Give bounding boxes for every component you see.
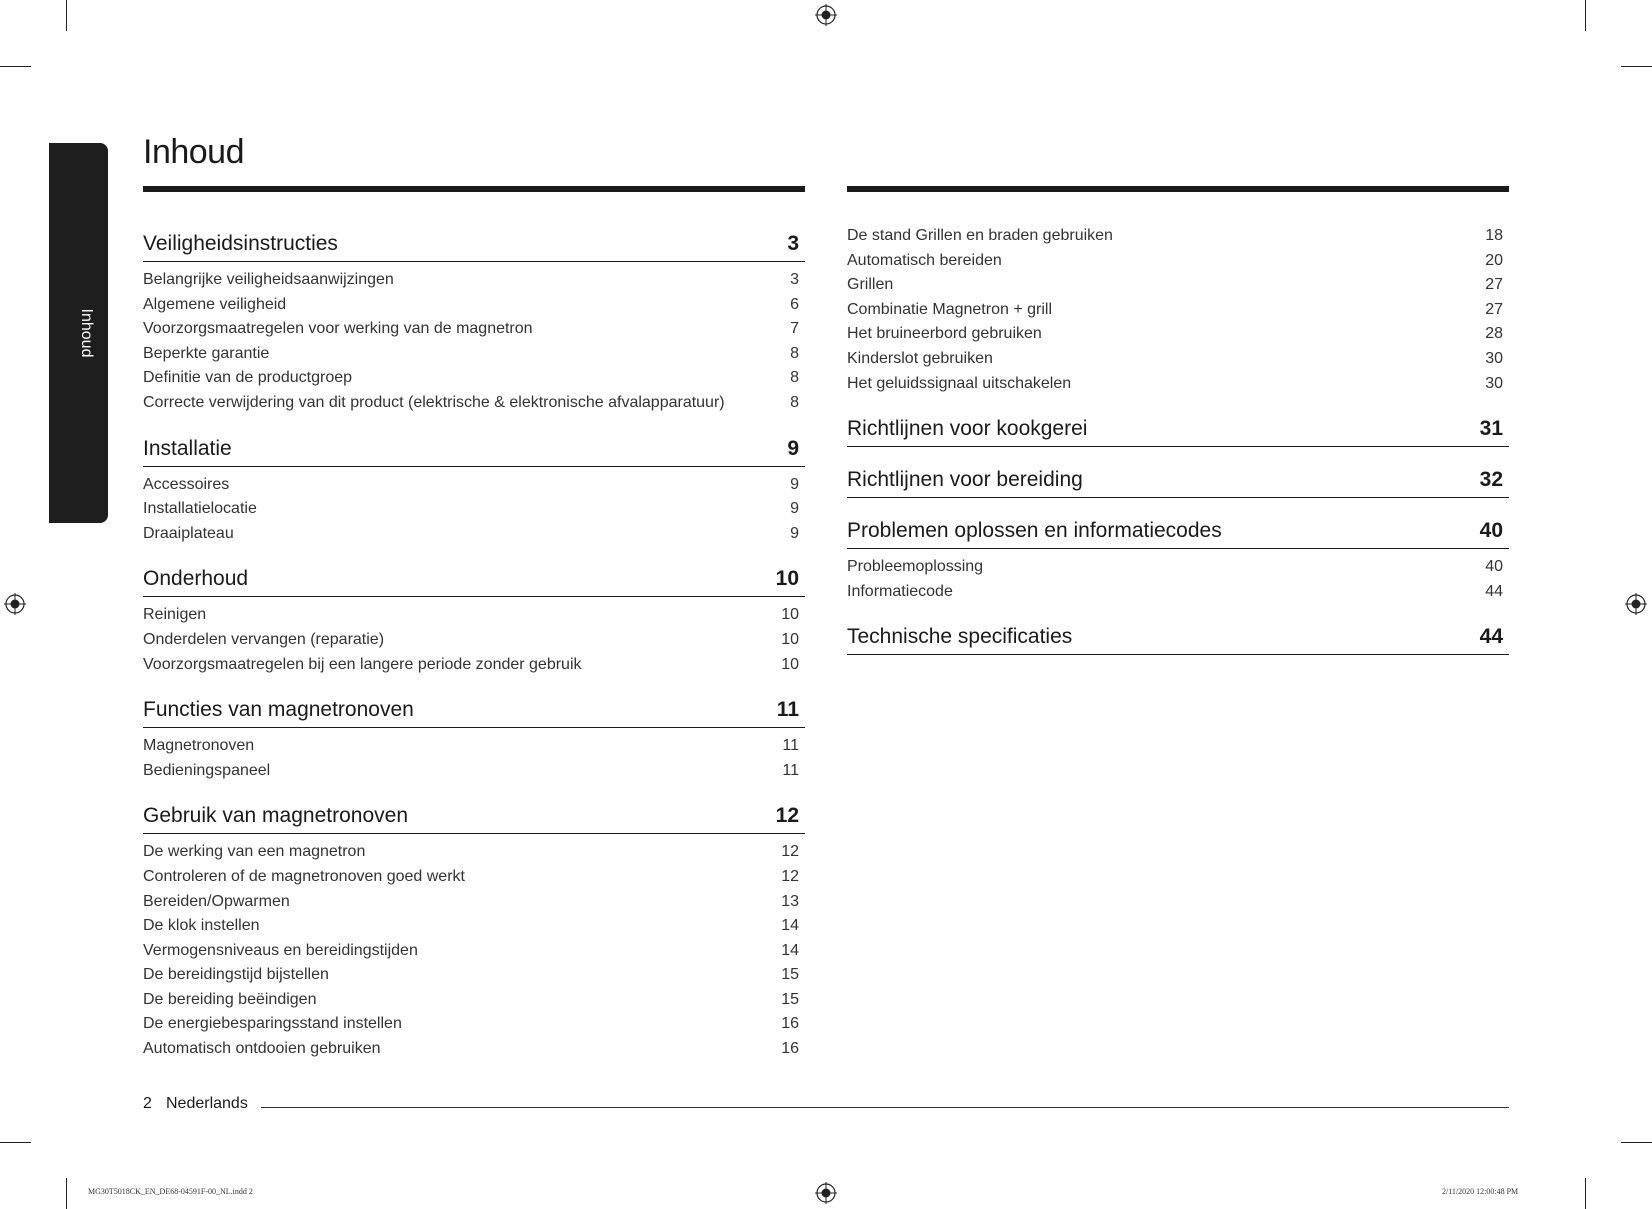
toc-entry[interactable] bbox=[847, 224, 1509, 249]
toc-section-title: Functies van magnetronoven bbox=[143, 698, 414, 722]
toc-entry-page: 6 bbox=[790, 295, 799, 313]
toc-list bbox=[847, 412, 1509, 655]
toc-entry-label: Controleren of de magnetronoven goed werkt bbox=[143, 867, 465, 885]
toc-section-page: 12 bbox=[775, 804, 799, 828]
toc-section-heading[interactable] bbox=[143, 227, 805, 262]
toc-entry-page: 44 bbox=[1485, 582, 1503, 600]
toc-entry-label: Correcte verwijdering van dit product (elektrische & elektronische afvalapparatuur) bbox=[143, 393, 725, 411]
toc-entry-page: 12 bbox=[781, 843, 799, 861]
toc-entry[interactable] bbox=[143, 914, 805, 939]
crop-mark bbox=[66, 1178, 67, 1209]
toc-section bbox=[847, 463, 1509, 498]
toc-entry-label: Automatisch bereiden bbox=[847, 251, 1002, 269]
crop-mark bbox=[1621, 1142, 1652, 1143]
toc-entry-label: Belangrijke veiligheidsaanwijzingen bbox=[143, 271, 394, 288]
toc-section-page: 31 bbox=[1479, 417, 1503, 441]
toc-entry-page: 11 bbox=[782, 737, 799, 755]
crop-mark bbox=[0, 66, 31, 67]
crop-mark bbox=[66, 0, 67, 31]
toc-entry-label: De werking van een magnetron bbox=[143, 843, 366, 861]
toc-entry-label: Grillen bbox=[847, 276, 894, 294]
crop-mark bbox=[0, 1142, 31, 1143]
toc-entry-page: 27 bbox=[1485, 300, 1503, 318]
toc-section bbox=[143, 562, 805, 677]
toc-section-title: Technische specificaties bbox=[847, 625, 1073, 649]
toc-entry-page: 10 bbox=[781, 630, 799, 648]
toc-entry[interactable] bbox=[847, 249, 1509, 274]
toc-entry-label: Bereiden/Opwarmen bbox=[143, 892, 290, 910]
toc-entry-label: De bereidingstijd bijstellen bbox=[143, 966, 329, 984]
toc-entry[interactable] bbox=[847, 322, 1509, 347]
toc-entry-page: 30 bbox=[1485, 374, 1503, 392]
toc-entry-label: Onderdelen vervangen (reparatie) bbox=[143, 630, 385, 648]
toc-entry[interactable] bbox=[143, 317, 805, 342]
toc-entry[interactable] bbox=[143, 603, 805, 628]
toc-section-heading[interactable] bbox=[143, 799, 805, 834]
toc-section-heading[interactable] bbox=[847, 620, 1509, 655]
toc-section bbox=[847, 620, 1509, 655]
toc-entry[interactable] bbox=[143, 522, 805, 547]
toc-section-heading[interactable] bbox=[847, 463, 1509, 498]
toc-section-page: 32 bbox=[1479, 468, 1503, 492]
toc-entry[interactable] bbox=[143, 342, 805, 367]
toc-entry-page: 16 bbox=[781, 1015, 799, 1033]
toc-section-page: 44 bbox=[1479, 625, 1503, 649]
toc-entry-page: 3 bbox=[790, 271, 799, 288]
toc-entry-label: Definitie van de productgroep bbox=[143, 369, 353, 387]
toc-entry-page: 10 bbox=[781, 606, 799, 624]
toc-entry-page: 14 bbox=[781, 941, 799, 959]
toc-right-column bbox=[847, 224, 1509, 671]
registration-mark-icon bbox=[1625, 593, 1647, 615]
toc-entry[interactable] bbox=[847, 298, 1509, 323]
slug-file: MG30T5018CK_EN_DE68-04591F-00_NL.indd 2 bbox=[88, 1187, 253, 1196]
crop-mark bbox=[1585, 1178, 1586, 1209]
toc-entry-label: De klok instellen bbox=[143, 917, 260, 935]
toc-entry[interactable] bbox=[847, 580, 1509, 605]
side-tab-label: Inhoud bbox=[78, 308, 95, 358]
toc-list bbox=[143, 227, 805, 1062]
toc-entry[interactable] bbox=[143, 988, 805, 1013]
toc-section-heading[interactable] bbox=[847, 514, 1509, 549]
toc-entry[interactable] bbox=[847, 555, 1509, 580]
page-title: Inhoud bbox=[143, 133, 244, 171]
toc-section-heading[interactable] bbox=[847, 412, 1509, 447]
toc-entry-page: 13 bbox=[781, 892, 799, 910]
crop-mark bbox=[1621, 66, 1652, 67]
toc-entry-label: Algemene veiligheid bbox=[143, 295, 287, 313]
toc-entry-page: 28 bbox=[1485, 325, 1503, 343]
toc-section-title: Veiligheidsinstructies bbox=[143, 232, 338, 255]
toc-left-column bbox=[143, 227, 805, 1078]
toc-section-title: Problemen oplossen en informatiecodes bbox=[847, 519, 1222, 543]
toc-entry[interactable] bbox=[847, 372, 1509, 397]
toc-entry-label: Accessoires bbox=[143, 475, 230, 493]
page-number: 2 bbox=[143, 1095, 152, 1112]
toc-entry-page: 14 bbox=[781, 917, 799, 935]
toc-entry[interactable] bbox=[143, 497, 805, 522]
toc-entry-page: 8 bbox=[790, 393, 799, 411]
toc-entry-page: 27 bbox=[1485, 276, 1503, 294]
toc-section-heading[interactable] bbox=[143, 562, 805, 597]
registration-mark-icon bbox=[815, 4, 837, 26]
slug-date: 2/11/2020 12:00:48 PM bbox=[1442, 1187, 1519, 1196]
toc-section-page: 3 bbox=[787, 232, 799, 255]
toc-entry-label: Beperkte garantie bbox=[143, 344, 270, 362]
toc-entry-page: 15 bbox=[781, 966, 799, 984]
toc-entry-page: 9 bbox=[790, 500, 799, 518]
toc-entry-page: 18 bbox=[1485, 227, 1503, 244]
toc-entry-page: 11 bbox=[782, 761, 799, 779]
toc-entry[interactable] bbox=[143, 1012, 805, 1037]
toc-section-title: Installatie bbox=[143, 436, 232, 460]
toc-section bbox=[143, 227, 805, 416]
toc-section bbox=[143, 693, 805, 783]
toc-entry[interactable] bbox=[143, 890, 805, 915]
toc-entry[interactable] bbox=[143, 366, 805, 391]
footer-language: Nederlands bbox=[166, 1095, 248, 1112]
toc-entry-label: Het bruineerbord gebruiken bbox=[847, 325, 1042, 343]
toc-section-heading[interactable] bbox=[143, 432, 805, 467]
registration-mark-icon bbox=[815, 1182, 837, 1204]
toc-entry[interactable] bbox=[143, 293, 805, 318]
toc-section-page: 40 bbox=[1479, 519, 1503, 543]
crop-mark bbox=[1585, 0, 1586, 31]
toc-entry[interactable] bbox=[143, 963, 805, 988]
toc-entry-page: 40 bbox=[1485, 558, 1503, 576]
toc-entry-label: Reinigen bbox=[143, 606, 207, 624]
toc-entry-page: 12 bbox=[781, 867, 799, 885]
registration-mark-icon bbox=[4, 593, 26, 615]
toc-entry-label: Probleemoplossing bbox=[847, 558, 984, 576]
toc-entry-label: Combinatie Magnetron + grill bbox=[847, 300, 1052, 318]
toc-entry-label: Automatisch ontdooien gebruiken bbox=[143, 1040, 381, 1058]
title-rule bbox=[143, 186, 805, 192]
toc-entry[interactable] bbox=[143, 840, 805, 865]
toc-continued-items bbox=[847, 224, 1509, 396]
toc-entry-page: 7 bbox=[790, 320, 799, 338]
toc-entry-label: Informatiecode bbox=[847, 582, 953, 600]
toc-section bbox=[143, 432, 805, 547]
toc-entry-label: Installatielocatie bbox=[143, 500, 257, 518]
toc-entry-page: 9 bbox=[790, 475, 799, 493]
toc-section-heading[interactable] bbox=[143, 693, 805, 728]
toc-entry[interactable] bbox=[143, 473, 805, 498]
toc-section-title: Onderhoud bbox=[143, 567, 249, 591]
title-rule bbox=[847, 186, 1509, 192]
toc-entry-label: Draaiplateau bbox=[143, 524, 234, 542]
toc-entry-page: 8 bbox=[790, 344, 799, 362]
toc-entry-label: Bedieningspaneel bbox=[143, 761, 271, 779]
toc-entry-page: 8 bbox=[790, 369, 799, 387]
toc-entry-page: 15 bbox=[781, 990, 799, 1008]
toc-entry-label: Voorzorgsmaatregelen voor werking van de magnetron bbox=[143, 320, 533, 338]
toc-entry-label: De energiebesparingsstand instellen bbox=[143, 1015, 402, 1033]
toc-entry[interactable] bbox=[847, 273, 1509, 298]
toc-entry-label: De stand Grillen en braden gebruiken bbox=[847, 227, 1113, 244]
toc-entry[interactable] bbox=[143, 391, 805, 416]
toc-section-title: Richtlijnen voor bereiding bbox=[847, 468, 1083, 492]
toc-entry[interactable] bbox=[847, 347, 1509, 372]
toc-entry[interactable] bbox=[143, 1037, 805, 1062]
toc-section bbox=[847, 514, 1509, 604]
toc-entry[interactable] bbox=[143, 628, 805, 653]
toc-entry[interactable] bbox=[143, 653, 805, 678]
toc-entry[interactable] bbox=[143, 759, 805, 784]
toc-entry[interactable] bbox=[143, 939, 805, 964]
toc-entry-page: 20 bbox=[1485, 251, 1503, 269]
toc-section-title: Richtlijnen voor kookgerei bbox=[847, 417, 1088, 441]
toc-entry[interactable] bbox=[143, 268, 805, 293]
toc-entry-label: De bereiding beëindigen bbox=[143, 990, 317, 1008]
toc-section-title: Gebruik van magnetronoven bbox=[143, 804, 408, 828]
toc-entry-page: 16 bbox=[781, 1040, 799, 1058]
toc-entry-page: 30 bbox=[1485, 349, 1503, 367]
toc-section bbox=[143, 799, 805, 1061]
toc-entry[interactable] bbox=[143, 865, 805, 890]
toc-entry-page: 10 bbox=[781, 655, 799, 673]
toc-entry-label: Voorzorgsmaatregelen bij een langere periode zonder gebruik bbox=[143, 655, 582, 673]
toc-entry[interactable] bbox=[143, 734, 805, 759]
toc-section-page: 11 bbox=[776, 698, 799, 722]
toc-entry-page: 9 bbox=[790, 524, 799, 542]
toc-section-page: 10 bbox=[775, 567, 799, 591]
footer-rule bbox=[261, 1107, 1509, 1108]
toc-entry-label: Vermogensniveaus en bereidingstijden bbox=[143, 941, 418, 959]
toc-entry-label: Het geluidssignaal uitschakelen bbox=[847, 374, 1072, 392]
toc-section bbox=[847, 412, 1509, 447]
toc-section-page: 9 bbox=[787, 436, 799, 460]
toc-entry-label: Magnetronoven bbox=[143, 737, 255, 755]
toc-entry-label: Kinderslot gebruiken bbox=[847, 349, 993, 367]
